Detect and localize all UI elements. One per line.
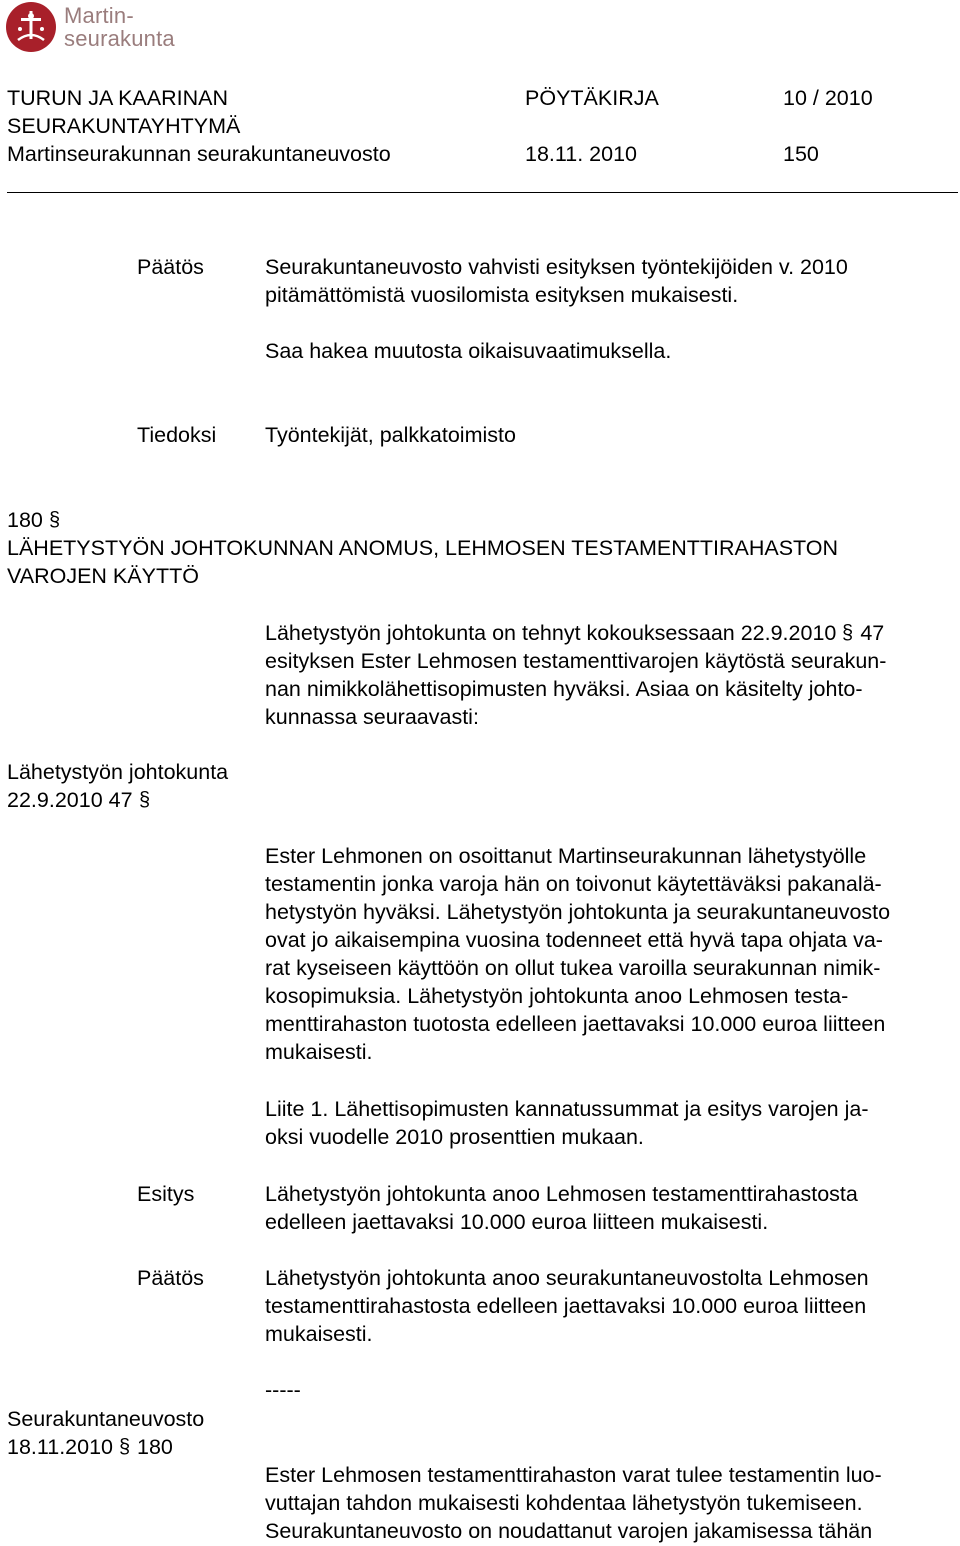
council-ref-number: 180 — [131, 1435, 173, 1459]
body-line-6: kosopimuksia. Lähetystyön johtokunta anoo Lehmosen testa- — [265, 984, 849, 1008]
appeal-text: Saa hakea muutosta oikaisuvaatimuksella. — [265, 339, 672, 363]
body-line-5: rat kyseiseen käyttöön on ollut tukea varoilla seurakunnan nimik- — [265, 956, 881, 980]
logo-line-2: seurakunta — [64, 26, 175, 51]
svg-text:§: § — [119, 1436, 131, 1457]
intro-ref: 47 — [860, 621, 885, 645]
org-name-line-1: TURUN JA KAARINAN — [7, 86, 229, 110]
body-line-4: ovat jo aikaisempina vuosina todenneet että hyvä tapa ohjata va- — [265, 928, 883, 952]
logo-line-1: Martin- — [64, 3, 134, 28]
svg-text:§: § — [842, 622, 854, 643]
section-sign-icon — [139, 788, 151, 817]
council-ref-date: 18.11.2010 — [7, 1435, 114, 1459]
prev-decision-line-1: Seurakuntaneuvosto vahvisti esityksen työntekijöiden v. 2010 — [265, 255, 848, 279]
info-text: Työntekijät, palkkatoimisto — [265, 423, 516, 447]
intro-line-4: kunnassa seuraavasti: — [265, 705, 479, 729]
intro-line-3: nan nimikkolähettisopimusten hyväksi. Asiaa on käsitelty johto- — [265, 677, 863, 701]
decision-line-1: Lähetystyön johtokunta anoo seurakuntaneuvostolta Lehmosen — [265, 1266, 869, 1290]
proposal-line-1: Lähetystyön johtokunta anoo Lehmosen testamenttirahastosta — [265, 1182, 858, 1206]
svg-text:§: § — [48, 509, 60, 530]
section-sign-icon — [49, 508, 61, 537]
decision-line-2: testamenttirahastosta edelleen jaettavaksi 10.000 euroa liitteen — [265, 1294, 867, 1318]
section-sign-icon — [119, 1435, 131, 1464]
svg-text:§: § — [138, 789, 150, 810]
info-label: Tiedoksi — [137, 423, 217, 447]
proposal-line-2: edelleen jaettavaksi 10.000 euroa liitteen mukaisesti. — [265, 1210, 769, 1234]
cross-emblem-icon — [6, 2, 56, 52]
board-label: Lähetystyön johtokunta — [7, 760, 229, 784]
separator: ----- — [265, 1378, 301, 1402]
item-number-line — [7, 506, 61, 537]
decision-label: Päätös — [137, 1266, 204, 1290]
body-line-7: menttirahaston tuotosta edelleen jaettavaksi 10.000 euroa liitteen — [265, 1012, 886, 1036]
board-ref — [7, 786, 151, 817]
org-name-line-3: Martinseurakunnan seurakuntaneuvosto — [7, 142, 391, 166]
body-line-2: testamentin jonka varoja hän on toivonut käytettäväksi pakanalä- — [265, 872, 882, 896]
item-title-line-2: VAROJEN KÄYTTÖ — [7, 564, 199, 588]
council-label: Seurakuntaneuvosto — [7, 1407, 205, 1431]
final-line-3: Seurakuntaneuvosto on noudattanut varojen jakamisessa tähän — [265, 1519, 873, 1543]
board-ref-date: 22.9.2010 47 — [7, 788, 133, 812]
attachment-line-2: oksi vuodelle 2010 prosenttien mukaan. — [265, 1125, 644, 1149]
item-title-line-1: LÄHETYSTYÖN JOHTOKUNNAN ANOMUS, LEHMOSEN TESTAMENTTIRAHASTON — [7, 536, 839, 560]
logo-wordmark — [64, 4, 175, 50]
header-divider — [7, 192, 958, 193]
body-line-8: mukaisesti. — [265, 1040, 373, 1064]
intro-line-2: esityksen Ester Lehmosen testamenttivarojen käytöstä seurakun- — [265, 649, 887, 673]
intro-line-1 — [265, 619, 884, 650]
prev-decision-line-2: pitämättömistä vuosilomista esityksen mukaisesti. — [265, 283, 739, 307]
meeting-date: 18.11. 2010 — [525, 142, 637, 166]
body-line-3: hetystyön hyväksi. Lähetystyön johtokunta ja seurakuntaneuvosto — [265, 900, 891, 924]
final-line-1: Ester Lehmosen testamenttirahaston varat tulee testamentin luo- — [265, 1463, 882, 1487]
council-ref — [7, 1433, 173, 1464]
body-line-1: Ester Lehmonen on osoittanut Martinseurakunnan lähetystyölle — [265, 844, 867, 868]
document-type: PÖYTÄKIRJA — [525, 86, 659, 110]
org-name-line-2: SEURAKUNTAYHTYMÄ — [7, 114, 241, 138]
section-sign-icon — [842, 621, 854, 650]
church-logo-icon — [6, 2, 56, 52]
attachment-line-1: Liite 1. Lähettisopimusten kannatussummat ja esitys varojen ja- — [265, 1097, 869, 1121]
document-number: 10 / 2010 — [783, 86, 873, 110]
proposal-label: Esitys — [137, 1182, 195, 1206]
decision-line-3: mukaisesti. — [265, 1322, 373, 1346]
intro-line-1-text: Lähetystyön johtokunta on tehnyt kokouksessaan 22.9.2010 — [265, 621, 837, 645]
prev-decision-label: Päätös — [137, 255, 204, 279]
item-number: 180 — [7, 508, 43, 532]
page-number: 150 — [783, 142, 819, 166]
final-line-2: vuttajan tahdon mukaisesti kohdentaa lähetystyön tukemiseen. — [265, 1491, 863, 1515]
